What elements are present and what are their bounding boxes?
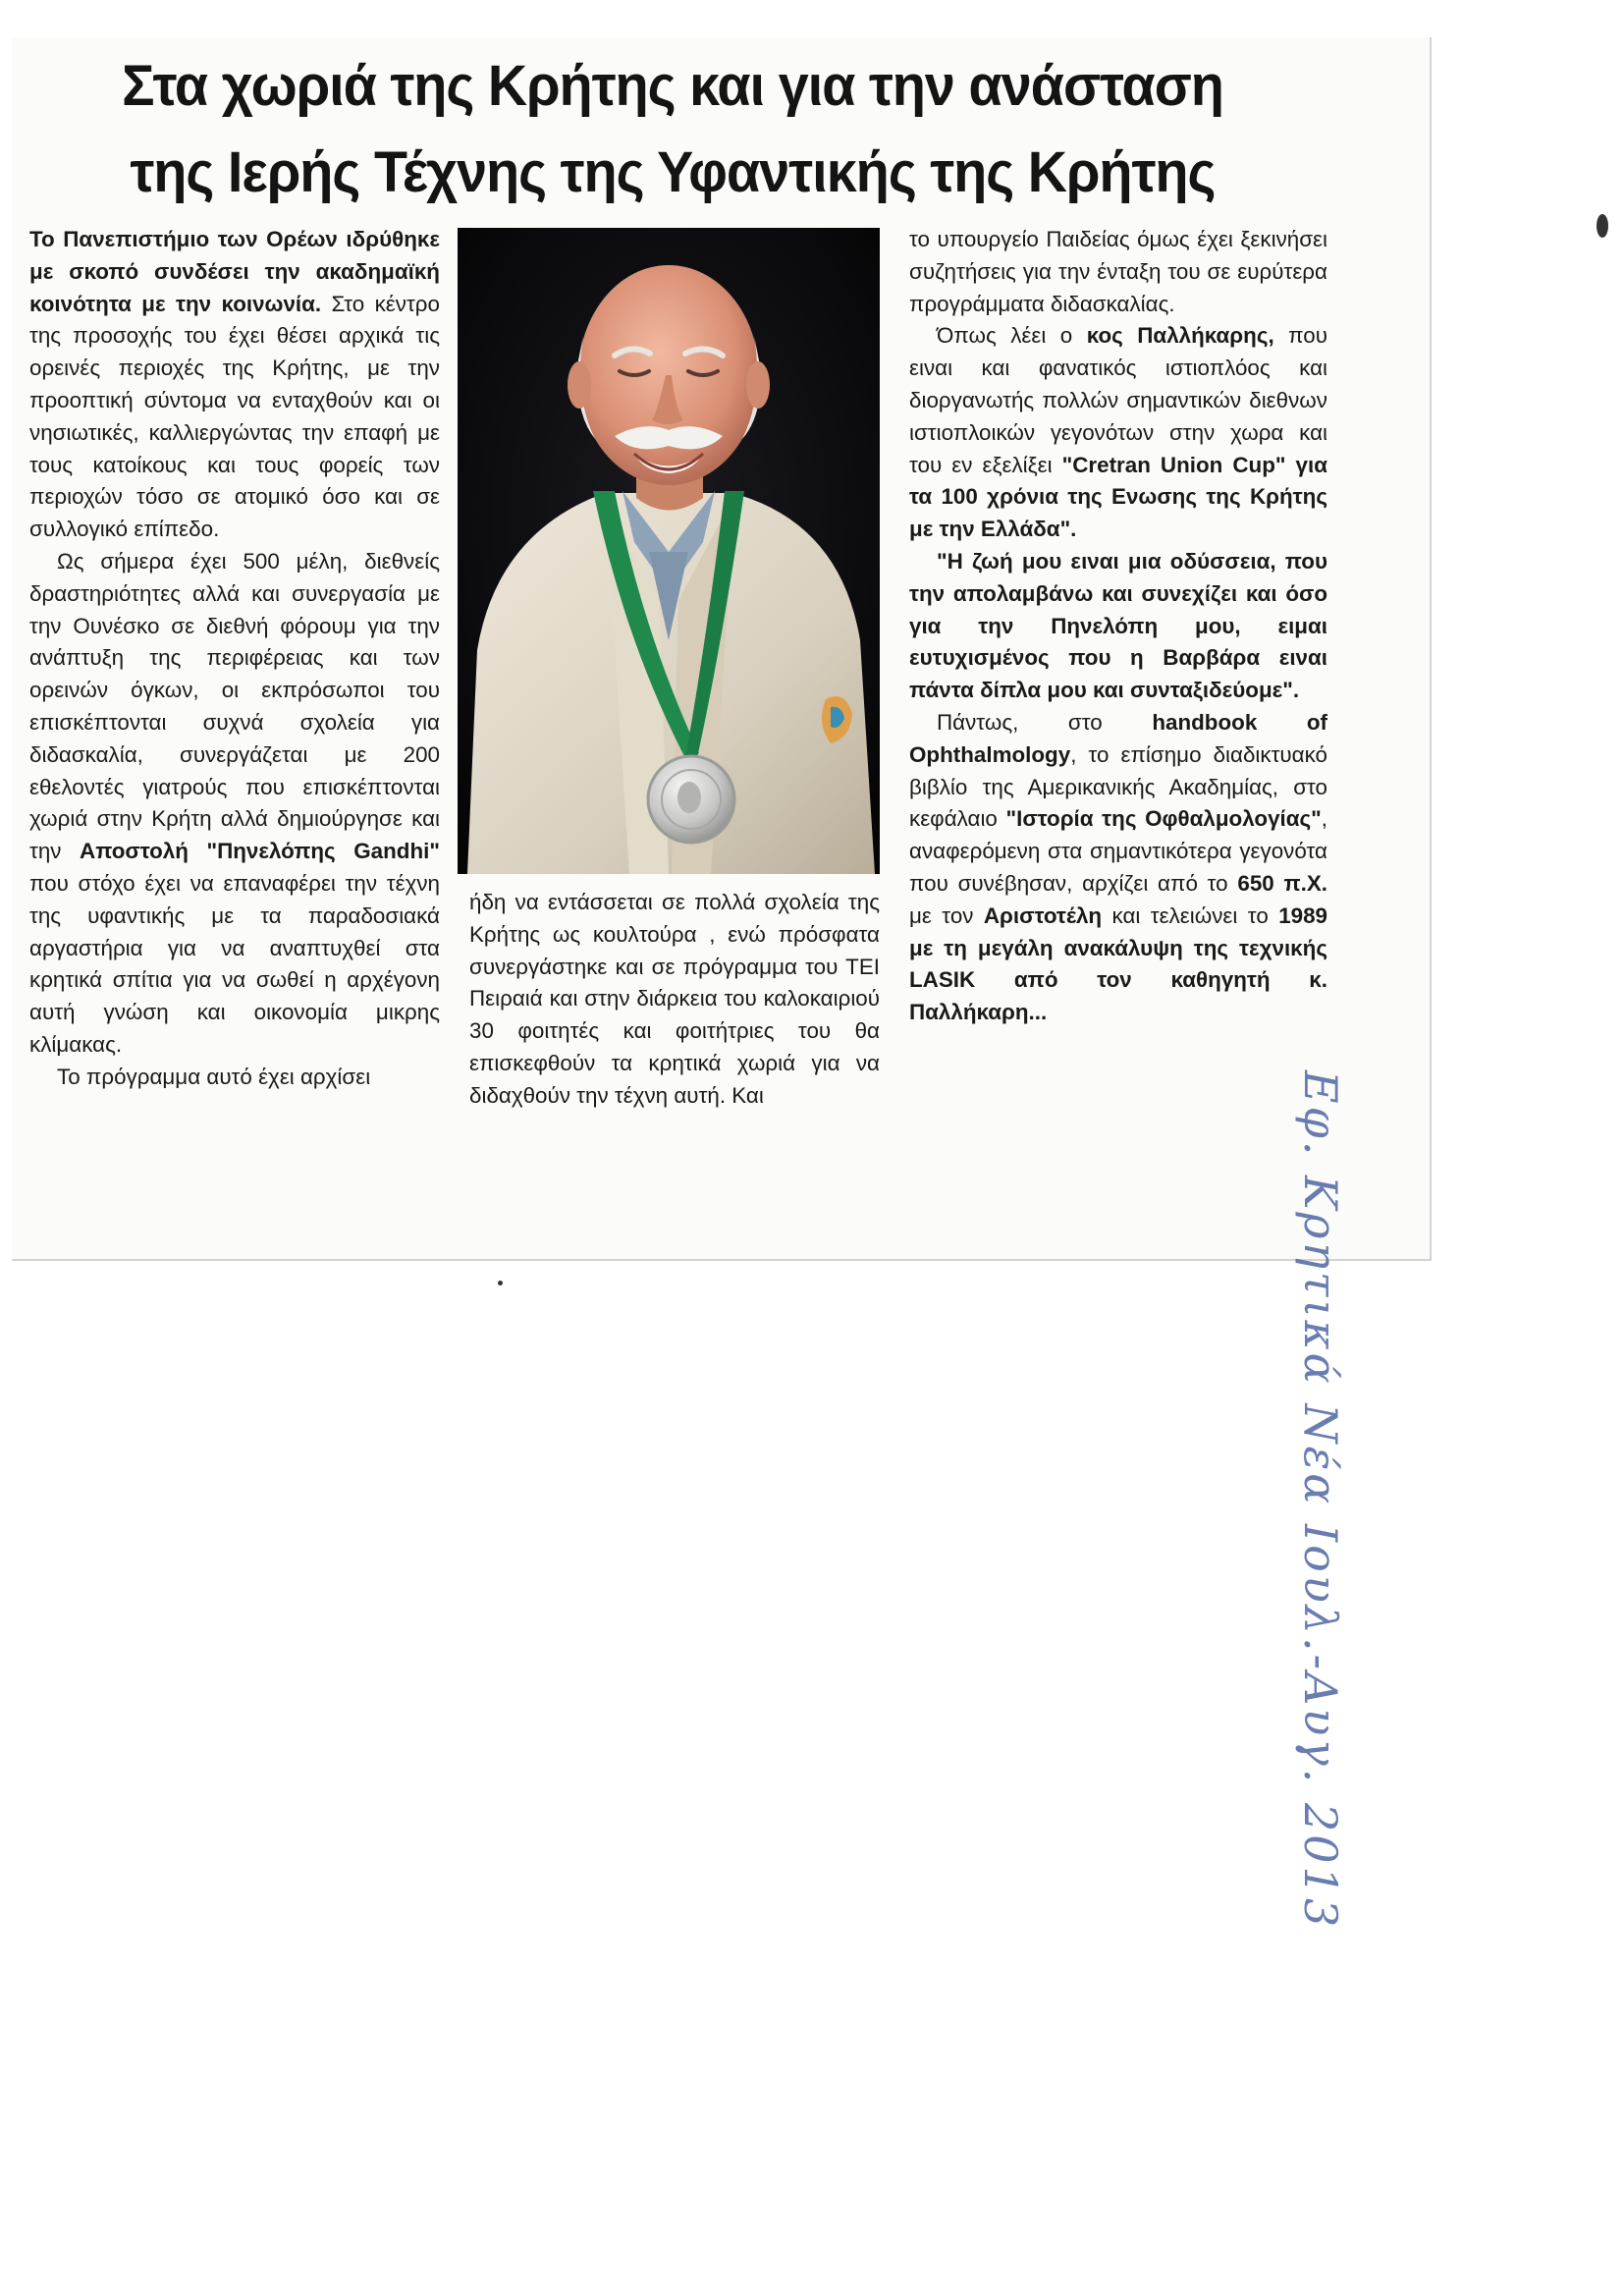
paragraph: το υπουργείο Παιδείας όμως έχει ξεκινήσει συζητήσεις για την ένταξη του σε ευρύτερα προγράμματα διδασκαλίας.: [909, 227, 1327, 316]
lasik-highlight: 1989 με τη μεγάλη ανακάλυψη της τεχνικής LASIK από τον καθηγητή κ. Παλλήκαρη...: [909, 902, 1327, 1025]
date: 650 π.Χ.: [1237, 870, 1327, 896]
lead-bold: Το Πανεπιστήμιο των Ορέων ιδρύθηκε με σκοπό συνδέσει την ακαδημαϊκή κοινότητα με την κοινωνία.: [29, 227, 440, 316]
lead-text: Στο κέντρο της προσοχής του έχει θέσει αρχικά τις ορεινές περιοχές της Κρήτης, με την προοπτική σύντομα να ενταχθούν και οι νησιωτικές, καλλιεργώντας την επαφή με τους κατοίκους και τους φορείς των περιοχών τόσο σε ατομικό όσο και σε συλλογικό επίπεδο.: [29, 291, 440, 542]
portrait-photo: [458, 228, 880, 874]
event-name: "Cretran Union Cup" για τα 100 χρόνια της Ενωσης της Κρήτης με την Ελλάδα".: [909, 452, 1327, 542]
text-run: , το επίσημο διαδικτυακό βιβλίο της Αμερικανικής Ακαδημίας, στο κεφάλαιο: [909, 741, 1327, 832]
book-title: handbook of Ophthalmology: [909, 709, 1327, 767]
paragraph: [29, 224, 440, 546]
text-run: Πάντως, στο: [937, 709, 1153, 735]
handwritten-source-note: [1294, 1070, 1347, 1930]
paragraph: Το πρόγραμμα αυτό έχει αρχίσει: [57, 1064, 371, 1089]
text-run: , αναφερόμενη στα σημαντικότερα γεγονότα που συνέβησαν, αρχίζει από το: [909, 806, 1328, 896]
quote: "Η ζωή μου ειναι μια οδύσσεια, που την απολαμβάνω και συνεχίζει και όσο για την Πηνελόπη μου, ειμαι ευτυχισμένος που η Βαρβάρα ειναι πάντα δίπλα μου και συνταξιδεύομε".: [909, 548, 1327, 703]
scan-speck: [1597, 214, 1608, 238]
paragraph: [29, 546, 440, 1062]
headline: [65, 43, 1280, 216]
paragraph: [909, 707, 1327, 1029]
text-run: που ειναι και φανατικός ιστιοπλόος και διοργανωτής πολλών σημαντικών διεθνων ιστιοπλοικών γεγονότων στην χωρα και του εν εξελίξει: [909, 323, 1327, 477]
text-run: με τον: [909, 902, 984, 928]
article-column-1: [29, 224, 440, 1094]
mission-name: Αποστολή "Πηνελόπης Gandhi": [80, 839, 440, 864]
portrait-illustration: [458, 228, 880, 874]
headline-line-2: της Ιερής Τέχνης της Υφαντικής της Κρήτης: [130, 140, 1216, 204]
person-name: Αριστοτέλη: [983, 902, 1103, 928]
chapter-title: "Ιστορία της Οφθαλμολογίας": [1005, 806, 1322, 832]
paragraph: ήδη να εντάσσεται σε πολλά σχολεία της Κρήτης ως κουλτούρα , ενώ πρόσφατα συνεργάστηκε και σε πρόγραμμα του ΤΕΙ Πειραιά και στην διάρκεια του καλοκαιριού 30 φοιτητές και φοιτήτριες του θα επισκεφθούν τα κρητικά χωριά για να διδαχθούν την τέχνη αυτή. Και: [469, 890, 880, 1108]
text-run: Όπως λέει ο: [937, 323, 1087, 349]
text-run: Ως σήμερα έχει 500 μέλη, διεθνείς δραστηριότητες αλλά και συνεργασία με την Ουνέσκο σε διεθνή φόρουμ για την ανάπτυξη της περιφέρειας και των ορεινών όγκων, οι εκπρόσωποι του επισκέπτονται συχνά σχολεία για διδασκαλία, συνεργάζεται με 200 εθελοντές γιατρούς που επισκέπτονται χωριά στην Κρήτη αλλά δημιούργησε και την: [29, 548, 440, 864]
article-column-3: [909, 224, 1327, 1029]
scan-speck: [498, 1281, 503, 1285]
headline-line-1: Στα χωριά της Κρήτης και για την ανάσταση: [122, 54, 1223, 118]
handwritten-text: Εφ. Κρητικά Νέα Ιουλ.-Αυγ. 2013: [1294, 1070, 1347, 1931]
text-run: που στόχο έχει να επαναφέρει την τέχνη της υφαντικής με τα παραδοσιακά αργαστήρια για να αναπτυχθεί στα κρητικά σπίτια για να σωθεί η αρχέγονη αυτή γνώση και οικονομία μικρης κλίμακας.: [29, 870, 440, 1057]
person-name: κος Παλλήκαρης,: [1086, 323, 1274, 349]
text-run: και τελειώνει το: [1102, 902, 1279, 928]
article-column-2: [469, 887, 880, 1113]
quote-paragraph: [909, 546, 1327, 707]
paragraph: [909, 320, 1327, 546]
